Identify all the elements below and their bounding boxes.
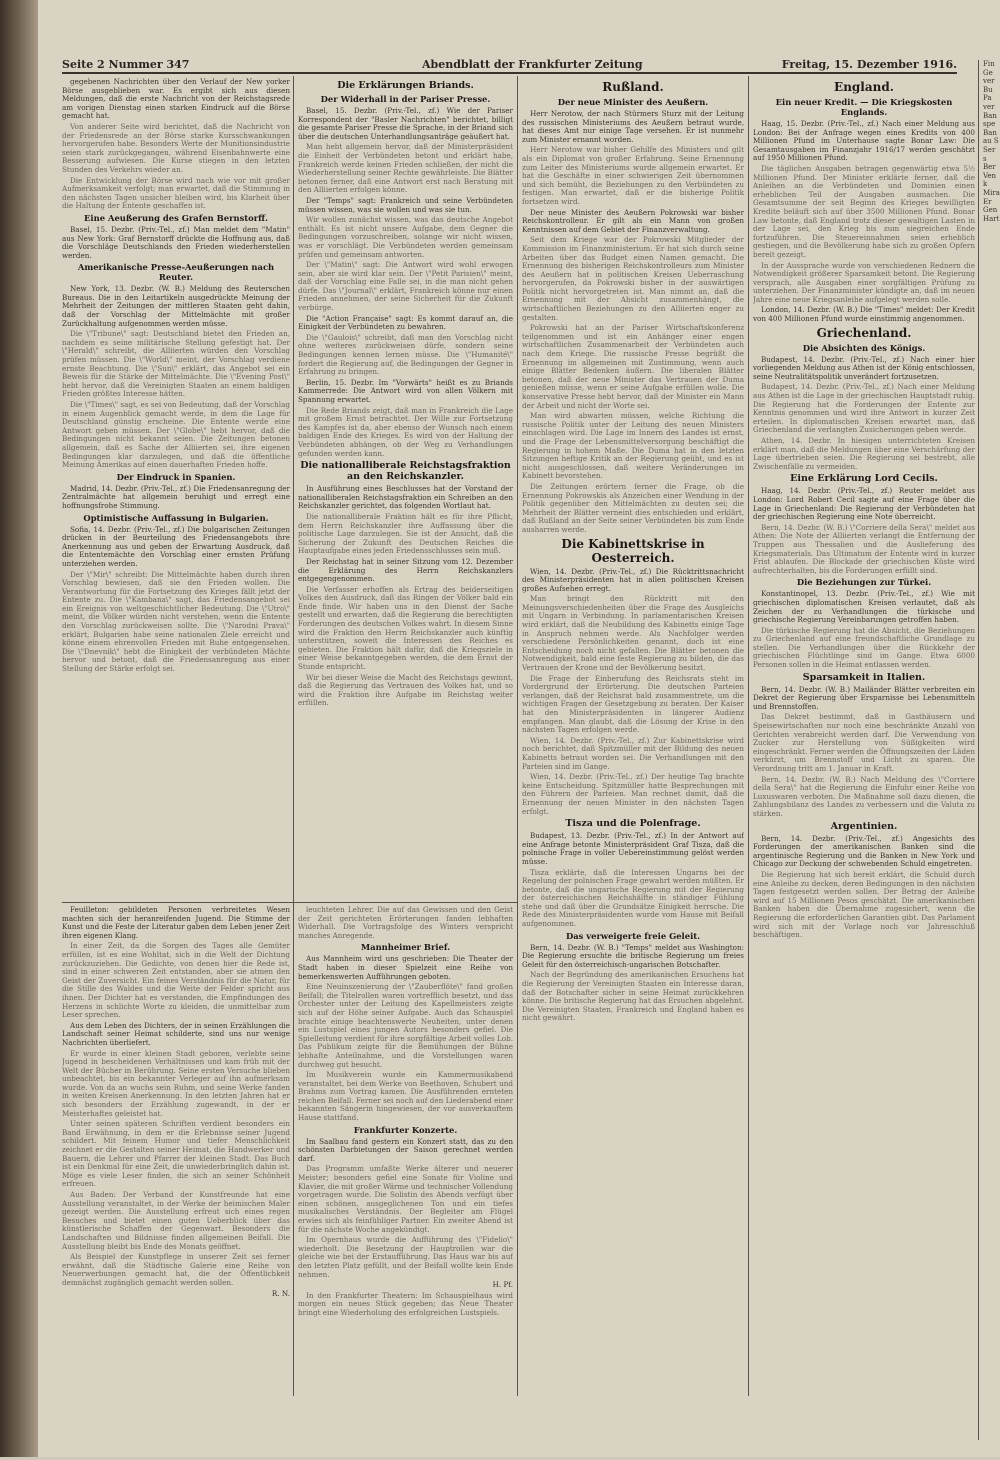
page-edge: [978, 60, 979, 1440]
article-headline: Die Beziehungen zur Türkei.: [796, 577, 932, 588]
article-headline: Der Eindruck in Spanien.: [116, 471, 236, 482]
article-headline: Argentinien.: [830, 820, 898, 832]
article-text: Bern, 14. Dezbr. (W. B.) "Temps" meldet aus Washington: Die Regierung ersuchte die britische Regierung um freies Geleit für den österreichisch-ungarischen Botschafter.: [522, 942, 744, 969]
feuilleton-signature: H. Pf.: [492, 1280, 513, 1290]
article-text: New York, 13. Dezbr. (W. B.) Meldung des Reuterschen Bureaus. Die in den Leitartikeln ausgedrückte Meinung der Mehrheit der Zeitungen der mittleren Staaten geht dahin, daß der Vorschlag der Mittelmächte mit großer Zurückhaltung aufgenommen werden müsse.: [62, 284, 290, 328]
article-text: London, 14. Dezbr. (W. B.) Die "Times" meldet: Der Kredit von 400 Millionen Pfund wurde einstimmig angenommen.: [753, 305, 975, 324]
article-headline: Eine Aeußerung des Grafen Bernstorff.: [84, 212, 268, 223]
column-rule: [517, 76, 518, 1396]
feuilleton-column-1: Feuilleton: gebildeten Personen verbreitetes Wesen machten sich der heranreifenden Jugend. Die Stimme der Kunst und die Feste der Literatur gaben dem Leben jener Zeit ihren eigenen Klang. In einer Zeit, da die Sorgen des Tages alle Gemüter erfüllen, ist es eine Wohltat, sich in die Welt der Dichtung zurückzuziehen. Die Gedichte, von denen hier die Rede ist, sind in einer schweren Zeit entstanden, aber sie atmen den Geist der Zuversicht. Ein feines Verständnis für die Natur, für die Stille des Waldes und die Weite der Felder spricht aus ihnen. Der Dichter hat es verstanden, die Empfindungen des Herzens in schlichte Worte zu kleiden, die unmittelbar zum Leser sprechen. Aus dem Leben des Dichters, der in seinen Erzählungen die Landschaft seiner Heimat schilderte, sind uns nur wenige Nachrichten überliefert. Er wurde in einer kleinen Stadt geboren, verlebte seine Jugend in bescheidenen Verhältnissen und kam früh mit der Welt der Bücher in Berührung. Seine ersten Versuche blieben unbeachtet, bis ein bekannter Verleger auf ihn aufmerksam wurde. Von da an wuchs sein Ruhm, und seine Werke fanden in weiten Kreisen Anerkennung. In den letzten Jahren hat er sich besonders der Erzählung zugewandt, in der er Meisterhaftes geleistet hat. Unter seinen späteren Schriften verdient besonders ein Band Erwähnung, in dem er die Erlebnisse seiner Jugend schildert. Mit feinem Humor und tiefer Menschlichkeit zeichnet er die Gestalten seiner Heimat, die Handwerker und Bauern, die Lehrer und Pfarrer der kleinen Stadt. Das Buch ist ein Denkmal für eine Zeit, die unwiederbringlich dahin ist. Möge es viele Leser finden, die sich an seiner Schönheit erfreuen. Aus Baden: Der Verband der Kunstfreunde hat eine Ausstellung veranstaltet, in der Werke der heimischen Maler gezeigt werden. Die Ausstellung erfreut sich eines regen Besuches und bietet einen guten Ueberblick über das künstlerische Schaffen der Gegenwart. Besonders die Landschaften und Bildnisse finden allgemeinen Beifall. Die Ausstellung bleibt bis Ende des Monats geöffnet. Als Beispiel der Kunstpflege in unserer Zeit sei ferner erwähnt, daß die Städtische Galerie eine Reihe von Neuerwerbungen gemacht hat, die der Öffentlichkeit demnächst zugänglich gemacht werden sollen. R. N.: [62, 906, 290, 1298]
article-subheadline: Der neue Minister des Aeußern.: [557, 97, 709, 107]
newspaper-title: Abendblatt der Frankfurter Zeitung: [422, 58, 643, 71]
feuilleton-signature: R. N.: [271, 1288, 290, 1298]
page-number: Seite 2 Nummer 347: [62, 58, 190, 71]
article-headline: Das verweigerte freie Geleit.: [565, 930, 701, 941]
article-text: Madrid, 14. Dezbr. (Priv.-Tel., zf.) Die Friedensanregung der Zentralmächte hat allgemein beruhigt und erregt eine hoffnungsfrohe Stimmung.: [62, 483, 290, 510]
column-3: Rußland. Der neue Minister des Aeußern. Herr Nerotow, der nach Stürmers Sturz mit der Leitung des russischen Ministeriums des Aeußern betraut wurde, hat dieses Amt nur einige Tage versehen. Er ist nunmehr zum Minister ernannt worden. Herr Nerotow war bisher Gehilfe des Ministers und gilt als ein Diplomat von großer Erfahrung. Seine Ernennung zum Leiter des Ministeriums wurde allgemein erwartet. Er hat die Geschäfte in einer schwierigen Zeit übernommen und sich bemüht, die Beziehungen zu den Verbündeten zu festigen. Man erwartet, daß er die bisherige Politik fortsetzen wird. Der neue Minister des Aeußern Pokrowski war bisher Reichskontrolleur. Er gilt als ein Mann von großen Kenntnissen auf dem Gebiet der Finanzverwaltung. Seit dem Kriege war der Pokrowski Mitglieder der Kommission im Finanzministerium. Er hat sich durch seine Arbeiten über das Budget einen Namen gemacht. Die Ernennung des bisherigen Reichskontrolleurs zum Minister des Aeußern hat in politischen Kreisen Ueberraschung hervorgerufen, da Pokrowski bisher in der auswärtigen Politik nicht hervorgetreten ist. Man nimmt an, daß die Ernennung mit der Absicht zusammenhängt, die wirtschaftlichen Beziehungen zu den Alliierten enger zu gestalten. Pokrowski hat an der Pariser Wirtschaftskonferenz teilgenommen und ist ein Anhänger einer engen wirtschaftlichen Zusammenarbeit der Verbündeten auch nach dem Kriege. Die russische Presse begrüßt die Ernennung im allgemeinen mit Zustimmung, wenn auch einige Blätter Bedenken äußern. Die liberalen Blätter betonen, daß der neue Minister das Vertrauen der Duma genießen müsse, wenn er seine Aufgabe erfüllen wolle. Die konservative Presse hebt hervor, daß der Minister ein Mann der Arbeit und nicht der Worte sei. Man wird abwarten müssen, welche Richtung die russische Politik unter der Leitung des neuen Ministers einschlagen wird. Die Lage im Innern des Landes ist ernst, und die Frage der Lebensmittelversorgung beschäftigt die Regierung in hohem Maße. Die Duma hat in den letzten Sitzungen heftige Kritik an der Regierung geübt, und es ist nicht ausgeschlossen, daß weitere Veränderungen im Kabinett bevorstehen. Die Zeitungen erörtern ferner die Frage, ob die Ernennung Pokrowskis als Anzeichen einer Wendung in der Politik gegenüber den Mittelmächten zu deuten sei; die Mehrheit der Blätter verneint dies entschieden und erklärt, daß Rußland an der Seite seiner Verbündeten bis zum Ende ausharren werde. Die Kabinettskrise in Oesterreich. Wien, 14. Dezbr. (Priv.-Tel., zf.) Die Rücktrittsnachricht des Ministerpräsidenten hat in allen politischen Kreisen großes Aufsehen erregt. Man bringt den Rücktritt mit den Meinungsverschiedenheiten über die Frage des Ausgleichs mit Ungarn in Verbindung. In parlamentarischen Kreisen wird erklärt, daß die Neubildung des Kabinetts einige Tage in Anspruch nehmen werde. Als Nachfolger werden verschiedene Persönlichkeiten genannt, doch ist eine Entscheidung noch nicht gefallen. Die Blätter betonen die Notwendigkeit, bald eine feste Regierung zu bilden, die das Vertrauen der Krone und der Bevölkerung besitzt. Die Frage der Einberufung des Reichsrats steht im Vordergrund der Erörterung. Die deutschen Parteien verlangen, daß der Reichsrat bald zusammentrete, um die wichtigen Fragen der Gesetzgebung zu beraten. Der Kaiser hat den Ministerpräsidenten in längerer Audienz empfangen. Man glaubt, daß die Lösung der Krise in den nächsten Tagen erfolgen werde. Wien, 14. Dezbr. (Priv.-Tel., zf.) Zur Kabinettskrise wird noch berichtet, daß Spitzmüller mit der Bildung des neuen Kabinetts betraut worden sei. Die Verhandlungen mit den Parteien sind im Gange. Wien, 14. Dezbr. (Priv.-Tel., zf.) Der heutige Tag brachte keine Entscheidung. Spitzmüller hatte Besprechungen mit den Führern der Parteien. Man rechnet damit, daß die Ernennung der neuen Minister in den nächsten Tagen erfolgt. Tisza und die Polenfrage. Budapest, 13. Dezbr. (Priv.-Tel., zf.) In der Antwort auf eine Anfrage betonte Ministerpräsident Graf Tisza, daß die polnische Frage in voller Uebereinstimmung gelöst werden müsse. Tisza erklärte, daß die Interessen Ungarns bei der Regelung der polnischen Frage gewahrt werden müßten. Er betonte, daß die ungarische Regierung mit der Regierung der österreichischen Reichshälfte in ständiger Fühlung stehe und daß über die Grundsätze Einigkeit herrsche. Die Rede des Ministerpräsidenten wurde vom Hause mit Beifall aufgenommen. Das verweigerte freie Geleit. Bern, 14. Dezbr. (W. B.) "Temps" meldet aus Washington: Die Regierung ersuchte die britische Regierung um freies Geleit für den österreichisch-ungarischen Botschafter. Nach der Begründung des amerikanischen Ersuchens hat die Regierung der Vereinigten Staaten ein Interesse daran, daß der Botschafter sicher in seine Heimat zurückkehren könne. Die britische Regierung hat das Ersuchen abgelehnt. Die Vereinigten Staaten, Frankreich und England haben es nicht gewährt.: [522, 80, 744, 1023]
feuilleton-text: Aus Mannheim wird uns geschrieben: Die Theater der Stadt haben in dieser Spielzeit eine Reihe von bemerkenswerten Aufführungen geboten.: [298, 954, 513, 981]
column-rule: [748, 76, 749, 1396]
article-text: Budapest, 14. Dezbr. (Priv.-Tel., zf.) Nach einer hier vorliegenden Meldung aus Athen ist der König entschlossen, seine Neutralitätspolitik unverändert fortzusetzen.: [753, 354, 975, 381]
article-headline: Eine Erklärung Lord Cecils.: [790, 473, 938, 485]
column-rule: [293, 76, 294, 1396]
article-headline: Die Kabinettskrise in Oesterreich.: [561, 536, 705, 565]
article-headline: Griechenland.: [816, 325, 912, 340]
article-text: Basel, 15. Dezbr. (Priv.-Tel., zf.) Man meldet dem "Matin" aus New York: Graf Bernstorff drückte die Hoffnung aus, daß die Vorschläge Deutschlands den Frieden wiederherstellen werden.: [62, 224, 290, 260]
article-text: In Ausführung eines Beschlusses hat der Vorstand der nationalliberalen Reichstagsfraktion ein Schreiben an den Reichskanzler gerichtet, das folgenden Wortlaut hat.: [298, 484, 513, 511]
article-text: Berlin, 15. Dezbr. Im "Vorwärts" heißt es zu Briands Kammerrede: Die Antwort wird von allen Völkern mit Spannung erwartet.: [298, 377, 513, 404]
article-headline: Sparsamkeit in Italien.: [802, 671, 926, 683]
masthead: [62, 58, 957, 74]
article-text: Basel, 15. Dezbr. (Priv.-Tel., zf.) Wie der Pariser Korrespondent der "Basler Nachrichten" berichtet, billigt die gesamte Pariser Presse die Sprache, in der Briand sich über die deutschen Unterhandlungsanträge geäußert hat.: [298, 106, 513, 141]
article-text: Die "Action Française" sagt: Es kommt darauf an, die Einigkeit der Verbündeten zu bewahren.: [298, 313, 513, 332]
article-headline: Frankfurter Konzerte.: [353, 1124, 458, 1135]
column-1: gegebenen Nachrichten über den Verlauf der New yorker Börse ausgeblieben war. Es ergibt sich aus diesen Meldungen, daß die erste Nachricht von der Reichstagsrede am vorigen Dienstag einen starken Eindruck auf die Börse gemacht hat. Von anderer Seite wird berichtet, daß die Nachricht von der Friedensrede an der Börse starke Kursschwankungen hervorgerufen habe. Besonders Werte der Munitionsindustrie seien stark zurückgegangen, während Eisenbahnwerte eine Besserung aufwiesen. Die Kurse stiegen in den letzten Stunden des Verkehrs wieder an. Die Entwicklung der Börse wird nach wie vor mit großer Aufmerksamkeit verfolgt; man erwartet, daß die Stimmung in den nächsten Tagen unsicher bleiben wird, bis Klarheit über die Haltung der Entente geschaffen ist. Eine Aeußerung des Grafen Bernstorff. Basel, 15. Dezbr. (Priv.-Tel., zf.) Man meldet dem "Matin" aus New York: Graf Bernstorff drückte die Hoffnung aus, daß die Vorschläge Deutschlands den Frieden wiederherstellen werden. Amerikanische Presse-Aeußerungen nach Reuter. New York, 13. Dezbr. (W. B.) Meldung des Reuterschen Bureaus. Die in den Leitartikeln ausgedrückte Meinung der Mehrheit der Zeitungen der mittleren Staaten geht dahin, daß der Vorschlag der Mittelmächte mit großer Zurückhaltung aufgenommen werden müsse. Die \"Tribune\" sagt: Deutschland bietet den Frieden an, nachdem es seine militärische Stellung gefestigt hat. Der \"Herald\" schreibt, die Alliierten würden den Vorschlag prüfen müssen. Die \"World\" meint, der Vorschlag verdiene ernste Beachtung. Die \"Sun\" erklärt, das Angebot sei ein Beweis für die Stärke der Mittelmächte. Die \"Evening Post\" hebt hervor, daß die Vereinigten Staaten an einem baldigen Frieden größtes Interesse hätten. Die \"Times\" sagt, es sei von Bedeutung, daß der Vorschlag in einem Augenblick gemacht werde, in dem die Lage für Deutschland günstig erscheine. Die Entente werde eine Antwort geben müssen. Der \"Globe\" hebt hervor, daß die Bedingungen nicht bekannt seien. Die Zeitungen betonen allgemein, daß es Sache der Alliierten sei, ihre eigenen Bedingungen klar darzulegen, und daß die öffentliche Meinung Amerikas auf einen dauerhaften Frieden hoffe. Der Eindruck in Spanien. Madrid, 14. Dezbr. (Priv.-Tel., zf.) Die Friedensanregung der Zentralmächte hat allgemein beruhigt und erregt eine hoffnungsfrohe Stimmung. Optimistische Auffassung in Bulgarien. Sofia, 14. Dezbr. (Priv.-Tel., zf.) Die bulgarischen Zeitungen drücken in der Beurteilung des Friedensangebots ihre Anerkennung aus und geben der Erwartung Ausdruck, daß die Ententemächte den Vorschlag einer ernsten Prüfung unterziehen werden. Der \"Mir\" schreibt: Die Mittelmächte haben durch ihren Vorschlag bewiesen, daß sie den Frieden wollen. Die Verantwortung für die Fortsetzung des Krieges fällt jetzt der Entente zu. Die \"Kambana\" sagt, das Friedensangebot sei ein Ereignis von weltgeschichtlicher Bedeutung. Die \"Utro\" meint, die Völker würden nicht verstehen, wenn die Entente den Vorschlag zurückweisen sollte. Die \"Narodni Prava\" erklärt, Bulgarien habe seine nationalen Ziele erreicht und könne einem ehrenvollen Frieden mit Ruhe entgegensehen. Die \"Dnevnik\" hebt die Einigkeit der verbündeten Mächte hervor und betont, daß die Friedensanregung aus einer Stellung der Stärke erfolgt sei.: [62, 78, 290, 674]
article-text: Bern, 14. Dezbr. (W. B.) Mailänder Blätter verbreiten ein Dekret der Regierung über Ersparnisse bei Lebensmitteln und Brennstoffen.: [753, 684, 975, 711]
article-subheadline: Ein neuer Kredit. — Die Kriegskosten Englands.: [775, 97, 953, 117]
feuilleton-text: Aus dem Leben des Dichters, der in seinen Erzählungen die Landschaft seiner Heimat schilderte, sind uns nur wenige Nachrichten überliefert.: [62, 1020, 290, 1047]
article-text: Haag, 14. Dezbr. (Priv.-Tel., zf.) Reuter meldet aus London: Lord Robert Cecil sagte auf eine Frage über die Lage in Griechenland: Die Regierung der Verbündeten hat der griechischen Regierung eine Note überreicht.: [753, 486, 975, 522]
article-text: Konstantinopel, 13. Dezbr. (Priv.-Tel., zf.) Wie mit griechischen diplomatischen Kreisen verlautet, daß als Zeichen der zu Verhandlungen die türkische und griechische Regierung Vereinbarungen getroffen haben.: [753, 589, 975, 625]
column-4: England. Ein neuer Kredit. — Die Kriegskosten Englands. Haag, 15. Dezbr. (Priv.-Tel., zf.) Nach einer Meldung aus London: Bei der Anfrage wegen eines Kredits von 400 Millionen Pfund im Unterhause sagte Bonar Law: Die Gesamtausgaben im Finanzjahr 1916/17 werden geschätzt auf 1950 Millionen Pfund. Die täglichen Ausgaben betragen gegenwärtig etwa 5½ Millionen Pfund. Der Minister erklärte ferner, daß die Anleihen an die Verbündeten und Dominien einen erheblichen Teil der Ausgaben ausmachen. Die Gesamtsumme der seit Beginn des Krieges bewilligten Kredite beläuft sich auf über 3500 Millionen Pfund. Bonar Law betonte, daß England trotz dieser gewaltigen Lasten in der Lage sei, den Krieg bis zum siegreichen Ende fortzuführen. Die Steuereinnahmen seien erheblich gestiegen, und die Bevölkerung habe sich zu großen Opfern bereit gezeigt. In der Aussprache wurde von verschiedenen Rednern die Notwendigkeit größerer Sparsamkeit betont. Die Regierung versprach, alle Ausgaben einer sorgfältigen Prüfung zu unterziehen. Der Finanzminister kündigte an, daß im neuen Jahre eine neue Kriegsanleihe aufgelegt werden solle. London, 14. Dezbr. (W. B.) Die "Times" meldet: Der Kredit von 400 Millionen Pfund wurde einstimmig angenommen. Griechenland. Die Absichten des Königs. Budapest, 14. Dezbr. (Priv.-Tel., zf.) Nach einer hier vorliegenden Meldung aus Athen ist der König entschlossen, seine Neutralitätspolitik unverändert fortzusetzen. Budapest, 14. Dezbr. (Priv.-Tel., zf.) Nach einer Meldung aus Athen ist die Lage in der griechischen Hauptstadt ruhig. Die Regierung hat die Forderungen der Entente zur Kenntnis genommen und wird ihre Antwort in kurzer Zeit erteilen. In diplomatischen Kreisen erwartet man, daß Griechenland die verlangten Zusicherungen geben werde. Athen, 14. Dezbr. In hiesigen unterrichteten Kreisen erklärt man, daß die Meldungen über eine Verschärfung der Lage übertrieben seien. Die Regierung sei bestrebt, alle Zwischenfälle zu vermeiden. Eine Erklärung Lord Cecils. Haag, 14. Dezbr. (Priv.-Tel., zf.) Reuter meldet aus London: Lord Robert Cecil sagte auf eine Frage über die Lage in Griechenland: Die Regierung der Verbündeten hat der griechischen Regierung eine Note überreicht. Bern, 14. Dezbr. (W. B.) \"Corriere della Sera\" meldet aus Athen: Die Note der Alliierten verlangt die Entfernung der Truppen aus Thessalien und die Auslieferung des Kriegsmaterials. Das Ultimatum der Entente wird in kurzer Frist ablaufen. Die Blockade der griechischen Küste wird aufrechterhalten, bis die Forderungen erfüllt sind. Die Beziehungen zur Türkei. Konstantinopel, 13. Dezbr. (Priv.-Tel., zf.) Wie mit griechischen diplomatischen Kreisen verlautet, daß als Zeichen der zu Verhandlungen die türkische und griechische Regierung Vereinbarungen getroffen haben. Die türkische Regierung hat die Absicht, die Beziehungen zu Griechenland auf eine freundschaftliche Grundlage zu stellen. Die Verhandlungen über die Rückkehr der griechischen Flüchtlinge sind im Gange. Etwa 6000 Personen sollen in die Heimat entlassen werden. Sparsamkeit in Italien. Bern, 14. Dezbr. (W. B.) Mailänder Blätter verbreiten ein Dekret der Regierung über Ersparnisse bei Lebensmitteln und Brennstoffen. Das Dekret bestimmt, daß in Gasthäusern und Speisewirtschaften nur noch eine beschränkte Anzahl von Gerichten verabreicht werden darf. Die Verwendung von Zucker zur Herstellung von Süßigkeiten wird eingeschränkt. Ferner werden die Öffnungszeiten der Läden verkürzt, um Brennstoff und Licht zu sparen. Die Verordnung tritt am 1. Januar in Kraft. Bern, 14. Dezbr. (W. B.) Nach Meldung des \"Corriere della Sera\" hat die Regierung die Einfuhr einer Reihe von Luxuswaren verboten. Die Maßnahme soll dazu dienen, die Zahlungsbilanz des Landes zu verbessern und die Valuta zu stärken. Argentinien. Bern, 14. Dezbr. (Priv.-Tel., zf.) Angesichts des Forderungen der amerikanischen Banken sind die argentinische Regierung und die Banken in New York und Chicago zur Deckung der schwebenden Schuld eingetreten. Die Regierung hat sich bereit erklärt, die Schuld durch eine Anleihe zu decken, deren Bedingungen in den nächsten Tagen festgesetzt werden sollen. Der Betrag der Anleihe wird auf 15 Millionen Pesos geschätzt. Die amerikanischen Banken haben die Übernahme zugesichert, wenn die Regierung die erforderlichen Garantien gibt. Das Parlament wird sich mit der Vorlage noch vor Jahresschluß beschäftigen.: [753, 80, 975, 940]
feuilleton-text: Feuilleton: gebildeten Personen verbreitetes Wesen machten sich der heranreifenden Jugend. Die Stimme der Kunst und die Feste der Literatur gaben dem Leben jener Zeit ihren eigenen Klang.: [62, 906, 290, 940]
article-text: gegebenen Nachrichten über den Verlauf der New yorker Börse ausgeblieben war. Es ergibt sich aus diesen Meldungen, daß die erste Nachricht von der Reichstagsrede am vorigen Dienstag einen starken Eindruck auf die Börse gemacht hat.: [62, 78, 290, 121]
feuilleton-text: Im Saalbau fand gestern ein Konzert statt, das zu den schönsten Darbietungen der Saison gerechnet werden darf.: [298, 1136, 513, 1163]
article-subheadline: Der Widerhall in der Pariser Presse.: [320, 94, 491, 104]
article-subheadline: Die Absichten des Königs.: [802, 342, 926, 353]
column-2: Die Erklärungen Briands. Der Widerhall in der Pariser Presse. Basel, 15. Dezbr. (Priv.-Tel., zf.) Wie der Pariser Korrespondent der "Basler Nachrichten" berichtet, billigt die gesamte Pariser Presse die Sprache, in der Briand sich über die deutschen Unterhandlungsanträge geäußert hat. Man hebt allgemein hervor, daß der Ministerpräsident die Einheit der Verbündeten betont und erklärt habe, Frankreich werde keinen Frieden schließen, der nicht die Wiederherstellung seiner Rechte gewährleiste. Die Blätter betonen ferner, daß eine Antwort erst nach Beratung mit den Alliierten erfolgen könne. Der "Temps" sagt: Frankreich und seine Verbündeten müssen wissen, was sie wollen und was sie tun. Wir wollen zunächst wissen, was das deutsche Angebot enthält. Es ist nicht unsere Aufgabe, dem Gegner die Bedingungen vorzuschreiben, solange wir nicht wissen, was er vorschlägt. Die Verbündeten werden gemeinsam prüfen und gemeinsam antworten. Der \"Matin\" sagt: Die Antwort wird wohl erwogen sein, aber sie wird klar sein. Der \"Petit Parisien\" meint, daß der Vorschlag eine Falle sei, in die man nicht gehen dürfe. Das \"Journal\" erklärt, Frankreich könne nur einen Frieden annehmen, der seine Sicherheit für die Zukunft verbürge. Die "Action Française" sagt: Es kommt darauf an, die Einigkeit der Verbündeten zu bewahren. Die \"Gaulois\" schreibt, daß man den Vorschlag nicht ohne weiteres zurückweisen dürfe, sondern seine Bedingungen kennen lernen müsse. Die \"Humanité\" fordert die Regierung auf, die Bedingungen der Gegner in Erfahrung zu bringen. Berlin, 15. Dezbr. Im "Vorwärts" heißt es zu Briands Kammerrede: Die Antwort wird von allen Völkern mit Spannung erwartet. Die Rede Briands zeigt, daß man in Frankreich die Lage mit großem Ernst betrachtet. Der Wille zur Fortsetzung des Kampfes ist da, aber ebenso der Wunsch nach einem baldigen Ende des Krieges. Es wird von der Haltung der Verbündeten abhängen, ob der Weg zu Verhandlungen gefunden werden kann. Die nationalliberale Reichstagsfraktion an den Reichskanzler. In Ausführung eines Beschlusses hat der Vorstand der nationalliberalen Reichstagsfraktion ein Schreiben an den Reichskanzler gerichtet, das folgenden Wortlaut hat. Die nationalliberale Fraktion hält es für ihre Pflicht, dem Herrn Reichskanzler ihre Auffassung über die politische Lage darzulegen. Sie ist der Ansicht, daß die Sicherung der Zukunft des Deutschen Reiches die Hauptaufgabe eines jeden Friedensschlusses sein muß. Der Reichstag hat in seiner Sitzung vom 12. Dezember die Erklärung des Herrn Reichskanzlers entgegengenommen. Die Verfasser erhoffen als Ertrag des beiderseitigen Volkes den Ausdruck, daß das Ringen der Völker bald ein Ende finde. Wir haben uns in den Dienst der Sache gestellt und erwarten, daß die Regierung die berechtigten Forderungen des deutschen Volkes wahrt. In diesem Sinne wird die Fraktion den Herrn Reichskanzler auch künftig unterstützen, soweit die Interessen des Reiches es gebieten. Die Fraktion hält dafür, daß die Kriegsziele in einer Weise bekanntgegeben werden, die dem Ernst der Stunde entspricht. Wir bei dieser Weise die Macht des Reichstags gewinnt, daß die Regierung das Vertrauen des Volkes hat, und so wird die Fraktion ihre Aufgabe im Reichstag weiter erfüllen.: [298, 80, 513, 708]
article-text: Herr Nerotow, der nach Stürmers Sturz mit der Leitung des russischen Ministeriums des Aeußern betraut wurde, hat dieses Amt nur einige Tage versehen. Er ist nunmehr zum Minister ernannt worden.: [522, 109, 744, 144]
article-headline: Die nationalliberale Reichstagsfraktion an den Reichskanzler.: [300, 460, 511, 483]
article-headline: Amerikanische Presse-Aeußerungen nach Reuter.: [77, 262, 275, 283]
issue-date: Freitag, 15. Dezember 1916.: [781, 58, 957, 71]
feuilleton-column-2: leuchteten Lehrer. Die auf das Gewissen und den Geist der Zeit gerichteten Erörterungen fanden lebhaften Widerhall. Die Vortragsfolge des Winters verspricht manches Anregende. Mannheimer Brief. Aus Mannheim wird uns geschrieben: Die Theater der Stadt haben in dieser Spielzeit eine Reihe von bemerkenswerten Aufführungen geboten. Eine Neuinszenierung der \"Zauberflöte\" fand großen Beifall; die Titelrollen waren vortrefflich besetzt, und das Orchester unter der Leitung des Kapellmeisters zeigte sich auf der Höhe seiner Aufgabe. Auch das Schauspiel brachte einige beachtenswerte Neuheiten, unter denen ein Lustspiel eines jungen Autors besonders gefiel. Die Spielleitung verdient für ihre sorgfältige Arbeit volles Lob. Das Publikum zeigte für die Bemühungen der Bühne lebhafte Anteilnahme, und die Vorstellungen waren durchweg gut besucht. Im Musikverein wurde ein Kammermusikabend veranstaltet, bei dem Werke von Beethoven, Schubert und Brahms zum Vortrag kamen. Die Ausführenden ernteten reichen Beifall. Ferner sei noch auf den Liederabend einer bekannten Sängerin hingewiesen, der vor ausverkauftem Hause stattfand. Frankfurter Konzerte. Im Saalbau fand gestern ein Konzert statt, das zu den schönsten Darbietungen der Saison gerechnet werden darf. Das Programm umfaßte Werke älterer und neuerer Meister; besonders gefiel eine Sonate für Violine und Klavier, die mit großer Wärme und technischer Vollendung vorgetragen wurde. Die Solistin des Abends verfügt über einen schönen, ausgeglichenen Ton und ein tiefes musikalisches Verständnis. Der Begleiter am Flügel erwies sich als feinfühliger Partner. Ein zweiter Abend ist für die nächste Woche angekündigt. Im Opernhaus wurde die Aufführung des \"Fidelio\" wiederholt. Die Besetzung der Hauptrollen war die gleiche wie bei der Erstaufführung. Das Haus war bis auf den letzten Platz gefüllt, und der Beifall wollte kein Ende nehmen. H. Pf. In den Frankfurter Theatern: Im Schauspielhaus wird morgen ein neues Stück gegeben; das Neue Theater bringt eine Wiederholung des erfolgreichen Lustspiels.: [298, 906, 513, 1317]
article-headline: Rußland.: [602, 80, 664, 94]
article-text: Haag, 15. Dezbr. (Priv.-Tel., zf.) Nach einer Meldung aus London: Bei der Anfrage wegen eines Kredits von 400 Millionen Pfund im Unterhause sagte Bonar Law: Die Gesamtausgaben im Finanzjahr 1916/17 werden geschätzt auf 1950 Millionen Pfund.: [753, 119, 975, 163]
article-headline: Mannheimer Brief.: [360, 942, 451, 953]
feuilleton-rule: [62, 902, 517, 903]
article-headline: England.: [834, 80, 894, 94]
article-text: Wien, 14. Dezbr. (Priv.-Tel., zf.) Die Rücktrittsnachricht des Ministerpräsidenten hat in allen politischen Kreisen großes Aufsehen erregt.: [522, 566, 744, 593]
book-spine: [0, 0, 38, 1457]
adjacent-page-strip: Fin Ge ver Bu Pa ver Ban spe Ban au S Ser s Ber Ven k Mira Er Gen Hart: [983, 60, 1000, 223]
article-text: Der "Temps" sagt: Frankreich und seine Verbündeten müssen wissen, was sie wollen und was sie tun.: [298, 195, 513, 214]
article-text: Der neue Minister des Aeußern Pokrowski war bisher Reichskontrolleur. Er gilt als ein Mann von großen Kenntnissen auf dem Gebiet der Finanzverwaltung.: [522, 207, 744, 234]
article-headline: Tisza und die Polenfrage.: [565, 818, 701, 830]
article-text: Sofia, 14. Dezbr. (Priv.-Tel., zf.) Die bulgarischen Zeitungen drücken in der Beurteilung des Friedensangebots ihre Anerkennung aus und geben der Erwartung Ausdruck, daß die Ententemächte den Vorschlag einer ernsten Prüfung unterziehen werden.: [62, 524, 290, 568]
article-headline: Optimistische Auffassung in Bulgarien.: [83, 512, 269, 523]
article-text: Bern, 14. Dezbr. (Priv.-Tel., zf.) Angesichts des Forderungen der amerikanischen Banken sind die argentinische Regierung und die Banken in New York und Chicago zur Deckung der schwebenden Schuld eingetreten.: [753, 833, 975, 869]
article-headline: Die Erklärungen Briands.: [337, 80, 474, 91]
article-text: Budapest, 13. Dezbr. (Priv.-Tel., zf.) In der Antwort auf eine Anfrage betonte Ministerpräsident Graf Tisza, daß die polnische Frage in voller Uebereinstimmung gelöst werden müsse.: [522, 831, 744, 866]
article-text: Der Reichstag hat in seiner Sitzung vom 12. Dezember die Erklärung des Herrn Reichskanzlers entgegengenommen.: [298, 556, 513, 584]
